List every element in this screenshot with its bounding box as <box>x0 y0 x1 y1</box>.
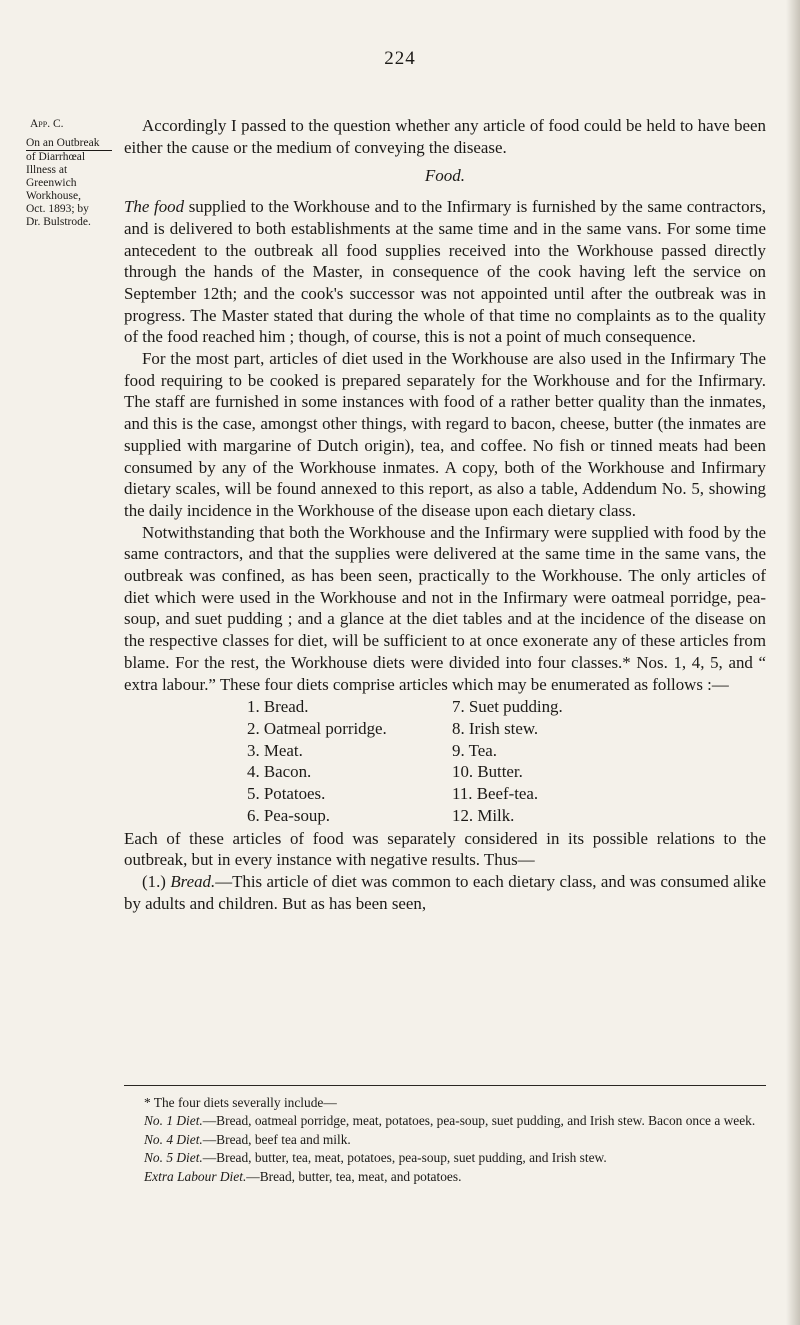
paragraph-1-text: supplied to the Workhouse and to the Infirmary is furnished by the same contractors, and is delivered to both establishments at the same time and in the same vans. For some time antecedent to the outbreak all food supplies received into the Workhouse passed directly through the hands of the Master, in consequence of the cook having left the service on September 12th; and the cook's successor was not appointed until after the outbreak was in progress. The Master stated that during the whole of that time no complaints as to the quality of the food reached him ; though, of course, this is not a point of much consequence. <box>124 197 766 347</box>
footnote-intro: * The four diets severally include— <box>144 1095 337 1110</box>
paragraph-5 <box>124 871 766 914</box>
footnote-divider <box>124 1085 766 1086</box>
list-item: 5. Potatoes. <box>247 784 326 804</box>
footnote-text: —Bread, beef tea and milk. <box>202 1131 351 1147</box>
page-number: 224 <box>384 48 416 69</box>
margin-note-line: Oct. 1893; by <box>26 203 89 215</box>
list-item: 6. Pea-soup. <box>247 805 331 825</box>
list-item: 3. Meat. <box>247 740 303 760</box>
paragraph-5-number: (1.) <box>142 871 171 891</box>
list-item: 8. Irish stew. <box>452 718 539 738</box>
page-edge-shadow <box>786 0 800 1325</box>
paragraph-1-lead: The food <box>124 197 185 217</box>
food-list-left-column <box>247 696 452 826</box>
footnote-label: No. 5 Diet. <box>144 1150 203 1166</box>
paragraph-1 <box>124 196 766 348</box>
footnote-label: No. 4 Diet. <box>144 1131 203 1147</box>
margin-note-line: Workhouse, <box>26 190 81 202</box>
margin-note-line: of Diarrhœal <box>26 151 86 163</box>
appendix-label: App. C. <box>30 118 64 130</box>
paragraph-5-lead: Bread. <box>170 871 216 891</box>
footnote-text: —Bread, butter, tea, meat, potatoes, pea-soup, suet pudding, and Irish stew. <box>202 1150 607 1166</box>
footnote-text: —Bread, butter, tea, meat, and potatoes. <box>246 1168 462 1184</box>
footnote-item <box>124 1112 766 1130</box>
list-item: 9. Tea. <box>452 740 497 760</box>
food-list <box>124 696 766 826</box>
main-text <box>124 115 766 914</box>
paragraph-5-text: —This article of diet was common to each dietary class, and was consumed alike by adults and children. But as has been seen, <box>124 871 767 913</box>
list-item: 7. Suet pudding. <box>452 697 563 717</box>
footnote-text: —Bread, oatmeal porridge, meat, potatoes, pea-soup, suet pudding, and Irish stew. Bacon once a week. <box>202 1113 756 1129</box>
footnotes <box>124 1094 766 1186</box>
margin-note-line: Illness at <box>26 164 68 176</box>
paragraph-2: For the most part, articles of diet used in the Workhouse are also used in the Infirmary The food requiring to be cooked is prepared separately for the Workhouse and for the Infirmary. The staff are furnished in some instances with food of a rather better quality than the inmates, and this is the case, amongst other things, with regard to bacon, cheese, butter (the inmates are supplied with margarine of Dutch origin), tea, and coffee. No fish or tinned meats had been consumed by any of the Workhouse inmates. A copy, both of the Workhouse and Infirmary dietary scales, will be found annexed to this report, as also a table, Addendum No. 5, showing the daily incidence in the Workhouse of the disease upon each dietary class. <box>124 349 766 520</box>
footnote-label: No. 1 Diet. <box>144 1113 203 1129</box>
footnote-item <box>124 1149 766 1167</box>
footnote-label: Extra Labour Diet. <box>144 1168 247 1184</box>
list-item: 1. Bread. <box>247 697 309 717</box>
list-item: 10. Butter. <box>452 762 523 782</box>
margin-note-line: On an Outbreak <box>26 137 112 151</box>
food-list-right-column <box>452 696 652 826</box>
footnote-item <box>124 1131 766 1149</box>
margin-note <box>26 118 112 229</box>
margin-note-line: Greenwich <box>26 177 77 189</box>
paragraph-3: Notwithstanding that both the Workhouse and the Infirmary were supplied with food by the same contractors, and that the supplies were delivered at the same time in the same vans, the outbreak was confined, as has been seen, practically to the Workhouse. The only articles of diet which were used in the Workhouse and not in the Infirmary were oatmeal porridge, pea-soup, and suet pudding ; and a glance at the diet tables and at the incidence of the disease on the respective classes for diet, will be sufficient to at once exonerate any of these articles from blame. For the rest, the Workhouse diets were divided into four classes.* Nos. 1, 4, 5, and “ extra labour.” These four diets comprise articles which may be enumerated as follows :— <box>124 522 766 694</box>
list-item: 11. Beef-tea. <box>452 784 539 804</box>
footnote-item <box>124 1168 766 1186</box>
list-item: 4. Bacon. <box>247 762 312 782</box>
intro-paragraph: Accordingly I passed to the question whether any article of food could be held to have been either the cause or the medium of conveying the disease. <box>124 116 766 157</box>
paragraph-4: Each of these articles of food was separately considered in its possible relations to the outbreak, but in every instance with negative results. Thus— <box>124 828 766 870</box>
list-item: 12. Milk. <box>452 805 515 825</box>
section-title: Food. <box>424 166 466 186</box>
list-item: 2. Oatmeal porridge. <box>247 718 387 738</box>
margin-note-line: Dr. Bulstrode. <box>26 216 91 228</box>
